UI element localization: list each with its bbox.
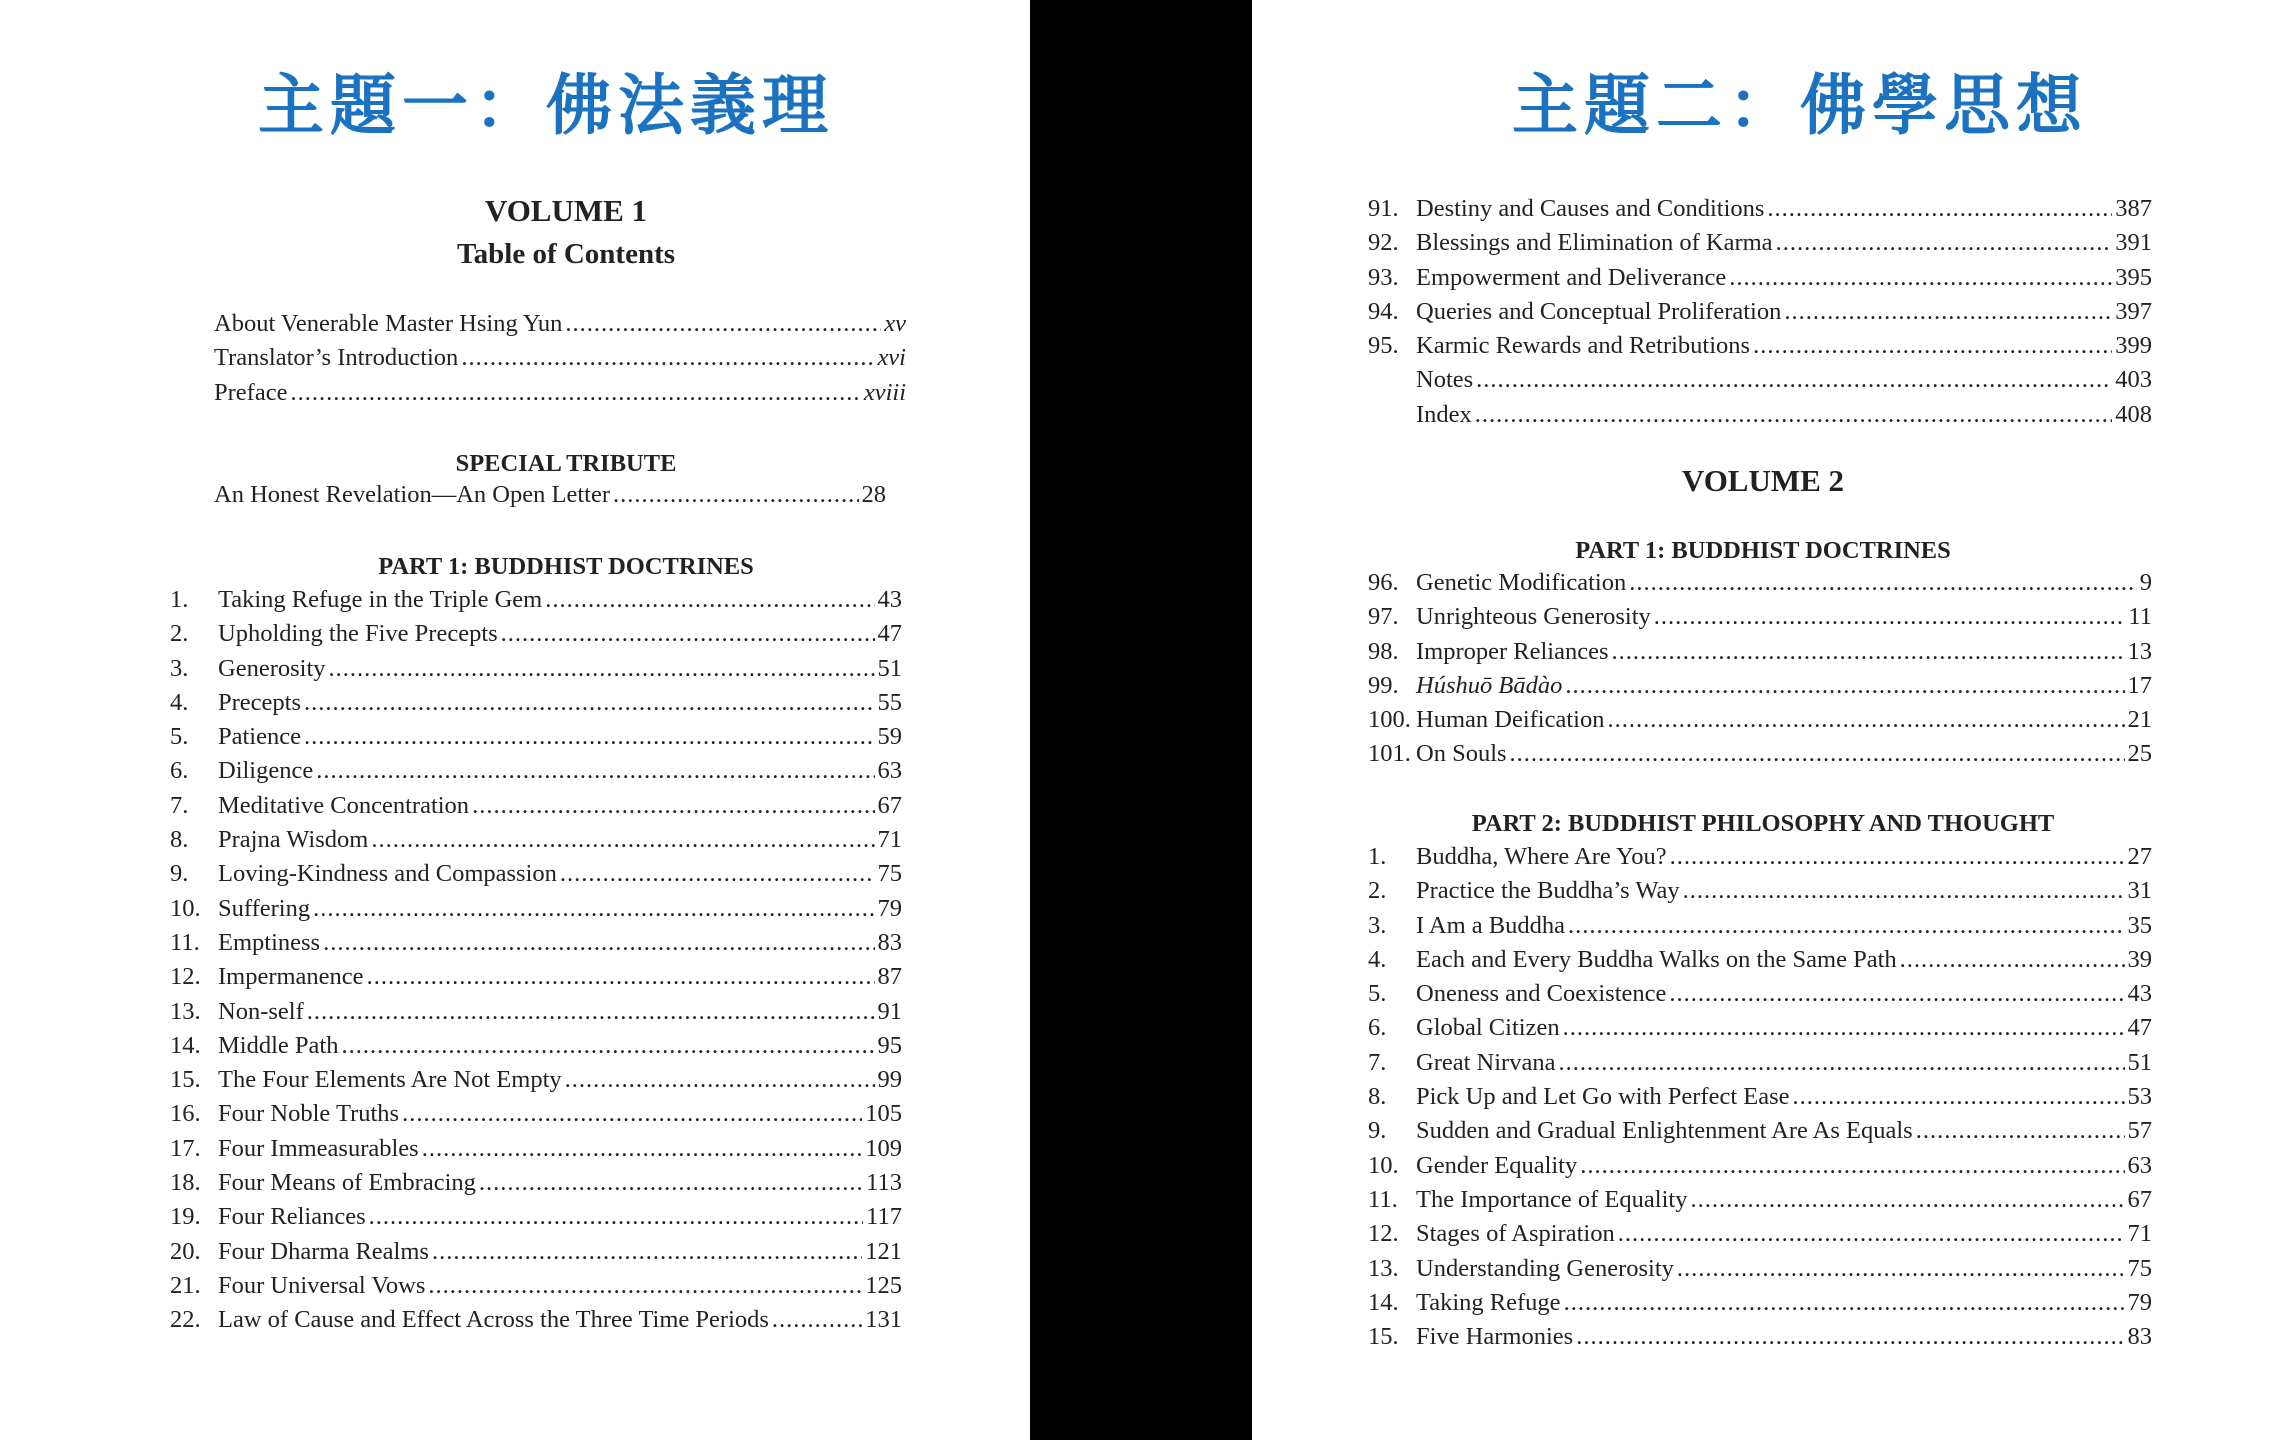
toc-entry [1368, 363, 2152, 397]
entry-title: Translator’s Introduction [214, 344, 459, 372]
toc-entry [170, 652, 902, 686]
dot-leader [1580, 1149, 2124, 1183]
toc-entry [170, 617, 902, 651]
dot-leader [1767, 192, 2112, 226]
entry-title: Unrighteous Generosity [1416, 603, 1651, 631]
entry-page-number: 87 [877, 963, 902, 991]
page-divider [1030, 0, 1252, 1440]
part2-heading-vol2: PART 2: BUDDHIST PHILOSOPHY AND THOUGHT [1471, 810, 2055, 837]
entry-page-number: 71 [877, 826, 902, 854]
entry-page-number: 17 [2127, 671, 2152, 699]
dot-leader [367, 960, 875, 994]
entry-page-number: 43 [2127, 980, 2152, 1008]
entry-number: 15. [170, 1066, 201, 1094]
toc-entry [214, 478, 886, 512]
entry-number: 94. [1368, 297, 1399, 325]
entry-number: 21. [170, 1271, 201, 1299]
entry-page-number: 67 [877, 791, 902, 819]
dot-leader [501, 617, 875, 651]
dot-leader [1510, 737, 2125, 771]
toc-entry [1368, 874, 2152, 908]
entry-title: Practice the Buddha’s Way [1416, 877, 1680, 905]
entry-number: 15. [1368, 1323, 1399, 1351]
entry-number: 13. [170, 997, 201, 1025]
toc-entry [1368, 669, 2152, 703]
entry-number: 7. [1368, 1048, 1387, 1076]
entry-title: Non-self [218, 997, 304, 1025]
toc-entry [1368, 261, 2152, 295]
dot-leader [1475, 398, 2112, 432]
toc-entry [1368, 1252, 2152, 1286]
entry-number: 11. [1368, 1185, 1398, 1213]
entry-page-number: 67 [2127, 1185, 2152, 1213]
entry-page-number: 27 [2127, 843, 2152, 870]
entry-number: 8. [1368, 1083, 1387, 1111]
entry-title: Sudden and Gradual Enlightenment Are As Equals [1416, 1117, 1913, 1145]
toc-entry [170, 789, 902, 823]
dot-leader [323, 926, 874, 960]
dot-leader [1784, 295, 2112, 329]
dot-leader [1565, 669, 2124, 703]
toc-entry [1368, 600, 2152, 634]
toc-entry [1368, 737, 2152, 771]
entry-page-number: 95 [877, 1031, 902, 1059]
entry-page-number: 399 [2115, 332, 2152, 360]
toc-entry [1368, 909, 2152, 943]
dot-leader [1753, 329, 2112, 363]
dot-leader [402, 1097, 862, 1131]
toc-entry [1368, 1149, 2152, 1183]
dot-leader [1576, 1320, 2124, 1354]
entry-page-number: 39 [2127, 945, 2152, 973]
dot-leader [1654, 600, 2126, 634]
entry-number: 16. [170, 1100, 201, 1128]
entry-page-number: 47 [2127, 1014, 2152, 1042]
dot-leader [1690, 1183, 2124, 1217]
entry-number: 93. [1368, 263, 1399, 291]
right-page [1252, 0, 2274, 1440]
entry-number: 1. [170, 586, 189, 613]
entry-page-number: 79 [2127, 1288, 2152, 1316]
entry-title: Middle Path [218, 1031, 339, 1059]
dot-leader [1563, 1011, 2125, 1045]
toc-entry [1368, 1011, 2152, 1045]
toc-entry [1368, 635, 2152, 669]
toc-entry [170, 1063, 902, 1097]
toc-entry [170, 857, 902, 891]
special-tribute-list [214, 478, 886, 512]
entry-number: 96. [1368, 569, 1399, 596]
entry-number: 18. [170, 1169, 201, 1197]
dot-leader [304, 720, 875, 754]
entry-title: Diligence [218, 757, 314, 785]
entry-title: Destiny and Causes and Conditions [1416, 195, 1765, 222]
entry-page-number: 59 [877, 723, 902, 751]
dot-leader [1776, 226, 2113, 260]
entry-page-number: 63 [2127, 1151, 2152, 1179]
toc-entry [170, 686, 902, 720]
entry-page-number: 9 [2139, 569, 2152, 596]
theme-title-1: 主題一：佛法義理 [258, 67, 834, 144]
entry-title: Four Universal Vows [218, 1271, 426, 1299]
entry-title: The Importance of Equality [1416, 1185, 1688, 1213]
entry-title: The Four Elements Are Not Empty [218, 1066, 562, 1094]
toc-entry [1368, 295, 2152, 329]
entry-page-number: 28 [861, 481, 886, 508]
entry-page-number: 117 [866, 1203, 902, 1231]
entry-page-number: 25 [2127, 740, 2152, 768]
entry-title: Five Harmonies [1416, 1323, 1574, 1351]
entry-title: Generosity [218, 654, 326, 682]
entry-number: 2. [1368, 877, 1387, 905]
entry-title: Blessings and Elimination of Karma [1416, 229, 1773, 257]
entry-title: Meditative Concentration [218, 791, 470, 819]
entry-number: 19. [170, 1203, 201, 1231]
entry-title: Law of Cause and Effect Across the Three Time Periods [218, 1306, 769, 1334]
toc-entry [170, 1132, 902, 1166]
toc-entry [1368, 1046, 2152, 1080]
dot-leader [472, 789, 874, 823]
dot-leader [1568, 909, 2124, 943]
entry-number: 95. [1368, 332, 1399, 360]
entry-page-number: 83 [877, 928, 902, 956]
toc-entry [1368, 566, 2152, 600]
entry-page-number: xvi [877, 344, 906, 372]
entry-number: 1. [1368, 843, 1387, 870]
entry-page-number: 55 [877, 688, 902, 716]
entry-title: Understanding Generosity [1416, 1254, 1674, 1282]
entry-page-number: 113 [866, 1169, 902, 1197]
toc-entry [170, 1303, 902, 1337]
part1-list-vol2 [1368, 566, 2152, 772]
toc-entry [170, 1029, 902, 1063]
entry-page-number: 31 [2127, 877, 2152, 905]
continued-list [1368, 192, 2152, 432]
entry-page-number: 75 [2127, 1254, 2152, 1282]
entry-page-number: 35 [2127, 911, 2152, 939]
toc-entry [170, 754, 902, 788]
entry-page-number: 403 [2115, 366, 2152, 394]
entry-page-number: xviii [863, 378, 906, 406]
toc-entry [1368, 1286, 2152, 1320]
entry-number: 14. [170, 1031, 201, 1059]
entry-title: Four Dharma Realms [218, 1237, 429, 1265]
toc-entry [170, 1235, 902, 1269]
entry-title: Buddha, Where Are You? [1416, 843, 1667, 870]
dot-leader [432, 1235, 862, 1269]
toc-entry [170, 583, 902, 617]
entry-number: 7. [170, 791, 189, 819]
toc-entry [214, 376, 906, 410]
toc-entry [1368, 1080, 2152, 1114]
entry-number: 12. [170, 963, 201, 991]
dot-leader [772, 1303, 862, 1337]
dot-leader [1683, 874, 2125, 908]
entry-number: 100. [1368, 706, 1411, 734]
toc-entry [1368, 226, 2152, 260]
dot-leader [1670, 840, 2125, 874]
entry-number: 6. [170, 757, 189, 785]
entry-number: 10. [170, 894, 201, 922]
dot-leader [1669, 977, 2124, 1011]
entry-page-number: 99 [877, 1066, 902, 1094]
entry-number: 17. [170, 1134, 201, 1162]
toc-entry [1368, 1320, 2152, 1354]
entry-title: Suffering [218, 894, 311, 922]
entry-number: 11. [170, 928, 200, 956]
entry-number: 5. [170, 723, 189, 751]
entry-number: 12. [1368, 1220, 1399, 1248]
entry-page-number: 75 [877, 860, 902, 888]
entry-title: Patience [218, 723, 301, 751]
toc-entry [170, 823, 902, 857]
dot-leader [1612, 635, 2125, 669]
entry-number: 3. [1368, 911, 1387, 939]
volume-2-title: VOLUME 2 [1681, 463, 1845, 498]
special-tribute-heading: SPECIAL TRIBUTE [455, 450, 677, 477]
entry-page-number: 387 [2115, 195, 2152, 222]
entry-page-number: 71 [2127, 1220, 2152, 1248]
dot-leader [560, 857, 875, 891]
part1-list-vol1 [170, 583, 902, 1338]
toc-entry [170, 720, 902, 754]
entry-title: Improper Reliances [1416, 637, 1609, 665]
entry-number: 9. [170, 860, 189, 888]
entry-page-number: 397 [2115, 297, 2152, 325]
entry-title: Emptiness [218, 928, 321, 956]
entry-title: Great Nirvana [1416, 1048, 1556, 1076]
dot-leader [1900, 943, 2125, 977]
toc-entry [1368, 840, 2152, 874]
part2-list-vol2 [1368, 840, 2152, 1354]
entry-number: 10. [1368, 1151, 1399, 1179]
theme-title-2: 主題二：佛學思想 [1512, 67, 2088, 144]
entry-title: Húshuō Bādào [1416, 671, 1563, 699]
entry-page-number: 408 [2115, 400, 2152, 428]
dot-leader [545, 583, 874, 617]
left-page [0, 0, 1030, 1440]
toc-entry [170, 1269, 902, 1303]
entry-title: I Am a Buddha [1416, 911, 1566, 939]
dot-leader [316, 754, 874, 788]
entry-number: 20. [170, 1237, 201, 1265]
dot-leader [479, 1166, 863, 1200]
entry-title: Pick Up and Let Go with Perfect Ease [1416, 1083, 1790, 1111]
entry-page-number: 11 [2128, 603, 2152, 631]
entry-page-number: 391 [2115, 229, 2152, 257]
dot-leader [1558, 1046, 2124, 1080]
entry-page-number: 13 [2127, 637, 2152, 665]
dot-leader [369, 1200, 864, 1234]
entry-number: 8. [170, 826, 189, 854]
entry-page-number: 63 [877, 757, 902, 785]
entry-title: On Souls [1416, 740, 1507, 768]
entry-title: Loving-Kindness and Compassion [218, 860, 557, 888]
toc-entry [170, 1097, 902, 1131]
entry-title: Empowerment and Deliverance [1416, 263, 1727, 291]
dot-leader [1729, 261, 2112, 295]
entry-title: Taking Refuge in the Triple Gem [218, 586, 543, 613]
volume-1-title: VOLUME 1 [484, 193, 648, 228]
dot-leader [613, 478, 859, 512]
entry-page-number: 125 [865, 1271, 902, 1299]
dot-leader [304, 686, 875, 720]
entry-title: Genetic Modification [1416, 569, 1627, 596]
entry-title: Karmic Rewards and Retributions [1416, 332, 1751, 360]
toc-entry [170, 960, 902, 994]
dot-leader [371, 823, 874, 857]
toc-entry [170, 1166, 902, 1200]
dot-leader [1677, 1252, 2125, 1286]
dot-leader [1476, 363, 2112, 397]
entry-page-number: xv [884, 310, 906, 337]
entry-number: 4. [170, 688, 189, 716]
entry-page-number: 121 [865, 1237, 902, 1265]
entry-number: 6. [1368, 1014, 1387, 1042]
dot-leader [1618, 1217, 2125, 1251]
entry-page-number: 57 [2127, 1117, 2152, 1145]
entry-title: Four Means of Embracing [218, 1169, 476, 1197]
dot-leader [1916, 1114, 2125, 1148]
entry-page-number: 91 [877, 997, 902, 1025]
toc-entry [1368, 943, 2152, 977]
entry-page-number: 53 [2127, 1083, 2152, 1111]
entry-page-number: 83 [2127, 1323, 2152, 1351]
toc-entry [170, 892, 902, 926]
toc-entry [214, 341, 906, 375]
entry-number: 9. [1368, 1117, 1387, 1145]
dot-leader [565, 307, 881, 341]
entry-number: 3. [170, 654, 189, 682]
toc-entry [1368, 1217, 2152, 1251]
entry-page-number: 105 [865, 1100, 902, 1128]
entry-number: 13. [1368, 1254, 1399, 1282]
entry-page-number: 43 [877, 586, 902, 613]
entry-number: 98. [1368, 637, 1399, 665]
entry-page-number: 395 [2115, 263, 2152, 291]
dot-leader [1564, 1286, 2125, 1320]
entry-title: Gender Equality [1416, 1151, 1578, 1179]
entry-page-number: 79 [877, 894, 902, 922]
dot-leader [461, 341, 874, 375]
toc-entry [170, 1200, 902, 1234]
toc-entry [1368, 192, 2152, 226]
entry-page-number: 51 [877, 654, 902, 682]
entry-number: 101. [1368, 740, 1411, 768]
entry-number: 22. [170, 1306, 201, 1334]
dot-leader [422, 1132, 863, 1166]
toc-entry [1368, 1114, 2152, 1148]
entry-title: Stages of Aspiration [1416, 1220, 1615, 1248]
entry-title: Human Deification [1416, 706, 1605, 734]
toc-entry [170, 995, 902, 1029]
entry-title: Four Immeasurables [218, 1134, 419, 1162]
entry-title: Global Citizen [1416, 1014, 1560, 1042]
toc-title: Table of Contents [456, 238, 676, 270]
entry-title: Oneness and Coexistence [1416, 980, 1667, 1008]
toc-entry [1368, 703, 2152, 737]
entry-title: Precepts [218, 688, 301, 716]
entry-number: 97. [1368, 603, 1399, 631]
entry-number: 2. [170, 620, 189, 648]
entry-title: Each and Every Buddha Walks on the Same Path [1416, 945, 1897, 973]
entry-title: About Venerable Master Hsing Yun [214, 310, 563, 337]
entry-title: Prajna Wisdom [218, 826, 369, 854]
entry-number: 14. [1368, 1288, 1399, 1316]
entry-title: Four Reliances [218, 1203, 366, 1231]
entry-title: Impermanence [218, 963, 364, 991]
dot-leader [341, 1029, 874, 1063]
entry-page-number: 131 [865, 1306, 902, 1334]
dot-leader [313, 892, 874, 926]
entry-page-number: 51 [2127, 1048, 2152, 1076]
toc-entry [1368, 977, 2152, 1011]
front-matter-list [214, 307, 906, 410]
dot-leader [329, 652, 875, 686]
toc-entry [170, 926, 902, 960]
entry-number: 99. [1368, 671, 1399, 699]
entry-number: 92. [1368, 229, 1399, 257]
entry-page-number: 21 [2127, 706, 2152, 734]
entry-title: Notes [1416, 366, 1474, 394]
dot-leader [1629, 566, 2137, 600]
entry-title: Four Noble Truths [218, 1100, 400, 1128]
entry-page-number: 109 [865, 1134, 902, 1162]
dot-leader [307, 995, 875, 1029]
entry-title: Upholding the Five Precepts [218, 620, 498, 648]
entry-number: 5. [1368, 980, 1387, 1008]
toc-entry [1368, 329, 2152, 363]
entry-title: Taking Refuge [1416, 1288, 1561, 1316]
dot-leader [1607, 703, 2124, 737]
entry-title: Preface [214, 378, 288, 406]
toc-entry [1368, 398, 2152, 432]
dot-leader [1793, 1080, 2125, 1114]
entry-page-number: 47 [877, 620, 902, 648]
toc-entry [214, 307, 906, 341]
dot-leader [428, 1269, 862, 1303]
dot-leader [290, 376, 860, 410]
entry-title: An Honest Revelation—An Open Letter [214, 481, 610, 508]
entry-title: Index [1416, 400, 1472, 428]
entry-number: 4. [1368, 945, 1387, 973]
dot-leader [565, 1063, 875, 1097]
toc-entry [1368, 1183, 2152, 1217]
entry-number: 91. [1368, 195, 1399, 222]
part1-heading-vol1: PART 1: BUDDHIST DOCTRINES [378, 553, 754, 580]
part1-heading-vol2: PART 1: BUDDHIST DOCTRINES [1575, 537, 1951, 564]
entry-title: Queries and Conceptual Proliferation [1416, 297, 1782, 325]
